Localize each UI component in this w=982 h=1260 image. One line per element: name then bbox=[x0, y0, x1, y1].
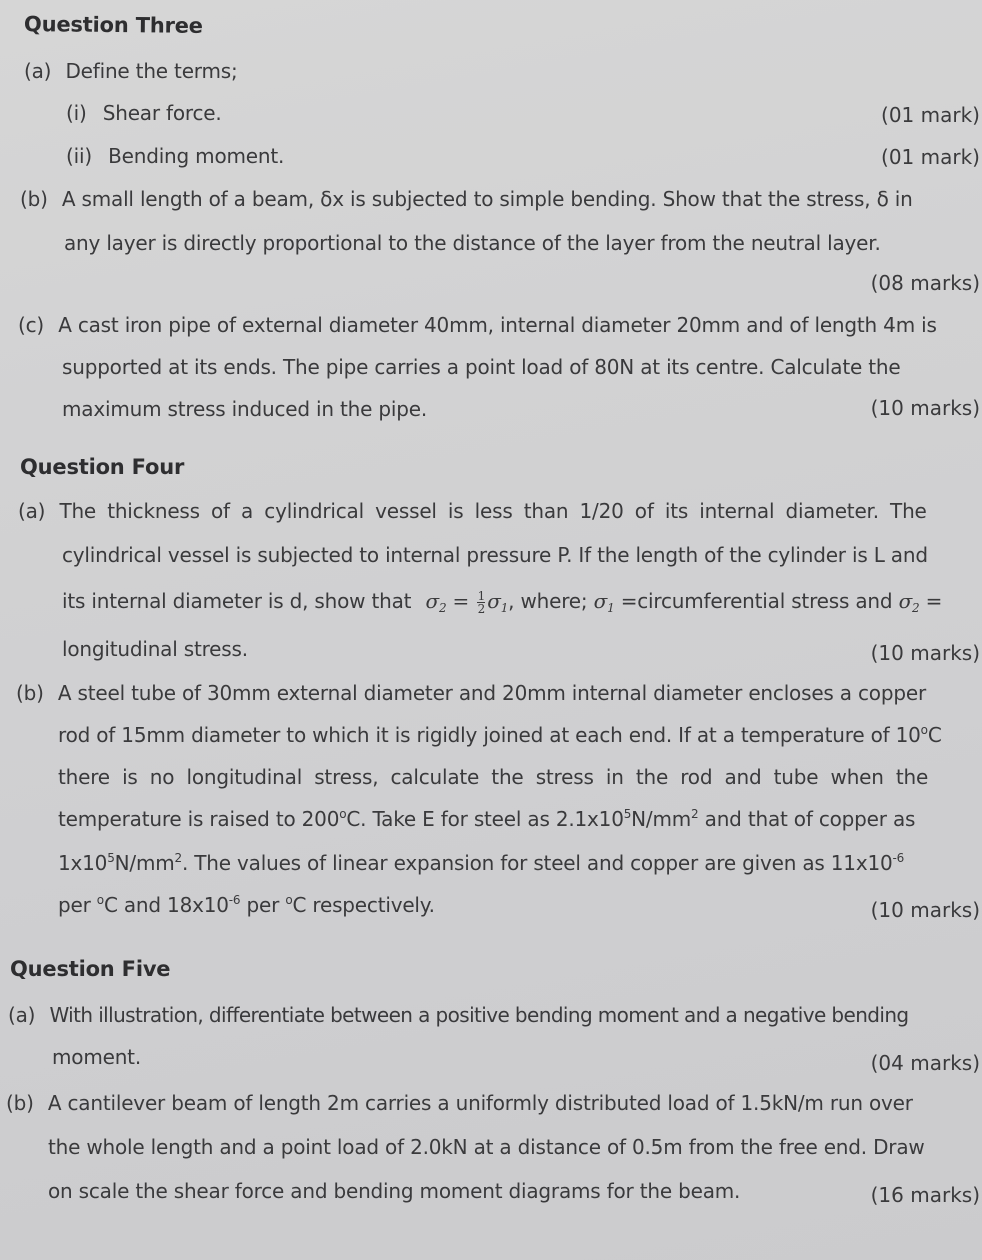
q3b-label: (b) bbox=[20, 187, 48, 211]
q4a-where: , where; bbox=[508, 589, 588, 613]
q5b-text-3: on scale the shear force and bending moment diagrams for the beam. bbox=[48, 1179, 741, 1203]
eq-lhs-symbol: σ bbox=[425, 589, 439, 613]
q3c-text-1: A cast iron pipe of external diameter 40mm, internal diameter 20mm and of length 4m is bbox=[58, 313, 937, 337]
q4a-marks: (10 marks) bbox=[870, 641, 980, 665]
q4b-line-6 bbox=[58, 892, 435, 918]
q3a-i-marks: (01 mark) bbox=[881, 103, 980, 127]
q5a-label: (a) bbox=[8, 1003, 36, 1027]
q3c-line-1 bbox=[18, 312, 937, 338]
question-four-heading: Question Four bbox=[20, 455, 185, 479]
q4b-text-6a: per bbox=[58, 893, 97, 917]
sigma1-symbol bbox=[594, 589, 615, 613]
equation-sigma2-half-sigma1 bbox=[425, 589, 509, 616]
q4b-text-6b: C and 18x10 bbox=[103, 893, 229, 917]
q4b-text-4a: temperature is raised to 200 bbox=[58, 807, 340, 831]
q4b-line-4 bbox=[58, 806, 915, 832]
q4b-unit: N/mm bbox=[114, 851, 175, 875]
sigma1-char: σ bbox=[593, 589, 608, 613]
exponent: -6 bbox=[892, 851, 905, 865]
exponent: 2 bbox=[691, 807, 699, 821]
sigma2-sub: 2 bbox=[912, 601, 920, 615]
q3a-text: Define the terms; bbox=[65, 59, 238, 83]
eq-rhs-symbol: σ bbox=[487, 589, 501, 613]
q5b-label: (b) bbox=[6, 1091, 34, 1115]
q5a-text-2: moment. bbox=[52, 1045, 141, 1069]
q3a-ii-line bbox=[66, 143, 284, 169]
q4a-line-3 bbox=[62, 588, 942, 615]
q3a-ii-text: Bending moment. bbox=[108, 144, 285, 168]
q3c-marks: (10 marks) bbox=[870, 396, 980, 420]
q4b-text-6d: C respectively. bbox=[292, 893, 435, 917]
q4b-text-5c: . The values of linear expansion for steel and copper are given as 11x10 bbox=[181, 851, 893, 875]
q4a-label: (a) bbox=[18, 499, 46, 523]
exponent: 5 bbox=[623, 807, 632, 821]
q3c-text-3: maximum stress induced in the pipe. bbox=[62, 397, 428, 421]
q5a-text-1: With illustration, differentiate between a positive bending moment and a negative bending bbox=[49, 1003, 909, 1027]
eq-rhs-sub: 1 bbox=[500, 601, 509, 615]
q4a-equals-end: = bbox=[925, 589, 943, 613]
q3a-i-line bbox=[66, 100, 222, 126]
q4b-label: (b) bbox=[16, 681, 44, 705]
q4b-text-2: rod of 15mm diameter to which it is rigidly joined at each end. If at a temperature of 10 bbox=[58, 723, 921, 747]
q3a-ii-label: (ii) bbox=[66, 144, 92, 168]
q3b-line-1 bbox=[20, 186, 913, 212]
q4b-marks: (10 marks) bbox=[870, 898, 980, 922]
q4a-line-1 bbox=[18, 498, 927, 524]
q4b-unit: N/mm bbox=[631, 807, 692, 831]
q4a-text-3: its internal diameter is d, show that bbox=[62, 589, 412, 613]
q4a-circumferential-def: =circumferential stress and bbox=[620, 589, 893, 613]
q4b-text-4d: and that of copper as bbox=[698, 807, 916, 831]
q4b-text-3: there is no longitudinal stress, calculate the stress in the rod and tube when the bbox=[58, 765, 929, 789]
q3a-line bbox=[24, 58, 238, 84]
q4b-line-5 bbox=[58, 850, 904, 876]
fraction-one-half bbox=[477, 590, 485, 615]
q5a-marks: (04 marks) bbox=[870, 1051, 980, 1075]
exponent: 5 bbox=[107, 851, 115, 865]
q4b-text-4b: C. Take E for steel as 2.1x10 bbox=[346, 807, 624, 831]
degree-symbol: o bbox=[920, 723, 928, 737]
q3a-ii-marks: (01 mark) bbox=[881, 145, 980, 169]
q3b-text-2: any layer is directly proportional to the distance of the layer from the neutral layer. bbox=[64, 231, 881, 255]
eq-equals: = bbox=[452, 589, 470, 613]
degree-symbol: o bbox=[339, 807, 347, 821]
q3a-i-label: (i) bbox=[66, 101, 87, 125]
q4b-line-1 bbox=[16, 680, 926, 706]
eq-lhs-sub: 2 bbox=[438, 601, 447, 615]
q4b-text-6c: per bbox=[240, 893, 286, 917]
sigma1-sub: 1 bbox=[607, 601, 615, 615]
q3b-marks: (08 marks) bbox=[870, 271, 980, 295]
frac-num: 1 bbox=[477, 589, 485, 603]
sigma2-symbol bbox=[899, 589, 920, 613]
q3c-label: (c) bbox=[18, 313, 45, 337]
q5b-marks: (16 marks) bbox=[870, 1183, 980, 1207]
sigma2-char: σ bbox=[898, 589, 913, 613]
q3b-text-1: A small length of a beam, δx is subjected to simple bending. Show that the stress, δ in bbox=[61, 187, 913, 211]
q4a-text-4: longitudinal stress. bbox=[62, 637, 248, 661]
q4b-text-5a: 1x10 bbox=[58, 851, 108, 875]
q4b-text-1: A steel tube of 30mm external diameter and 20mm internal diameter encloses a copper bbox=[57, 681, 926, 705]
degree-symbol: o bbox=[285, 893, 293, 907]
question-five-heading: Question Five bbox=[10, 957, 171, 981]
exponent: -6 bbox=[228, 893, 241, 907]
q5b-text-1: A cantilever beam of length 2m carries a uniformly distributed load of 1.5kN/m run over bbox=[47, 1091, 913, 1115]
q5b-line-1 bbox=[6, 1090, 913, 1116]
q4a-text-1: The thickness of a cylindrical vessel is less than 1/20 of its internal diameter. The bbox=[59, 499, 927, 523]
exponent: 2 bbox=[174, 851, 182, 865]
q3c-text-2: supported at its ends. The pipe carries a point load of 80N at its centre. Calculate the bbox=[62, 355, 901, 379]
degree-symbol: o bbox=[96, 893, 104, 907]
question-three-heading: Question Three bbox=[23, 12, 203, 38]
celsius-unit: C bbox=[927, 723, 942, 747]
q4a-text-2: cylindrical vessel is subjected to internal pressure P. If the length of the cylinder is L and bbox=[62, 543, 928, 567]
q5b-text-2: the whole length and a point load of 2.0kN at a distance of 0.5m from the free end. Draw bbox=[48, 1135, 925, 1159]
frac-den: 2 bbox=[477, 602, 485, 616]
q5a-line-1 bbox=[8, 1002, 909, 1028]
q4b-line-2 bbox=[58, 722, 942, 748]
q3a-label: (a) bbox=[24, 59, 52, 83]
q3a-i-text: Shear force. bbox=[102, 101, 222, 125]
